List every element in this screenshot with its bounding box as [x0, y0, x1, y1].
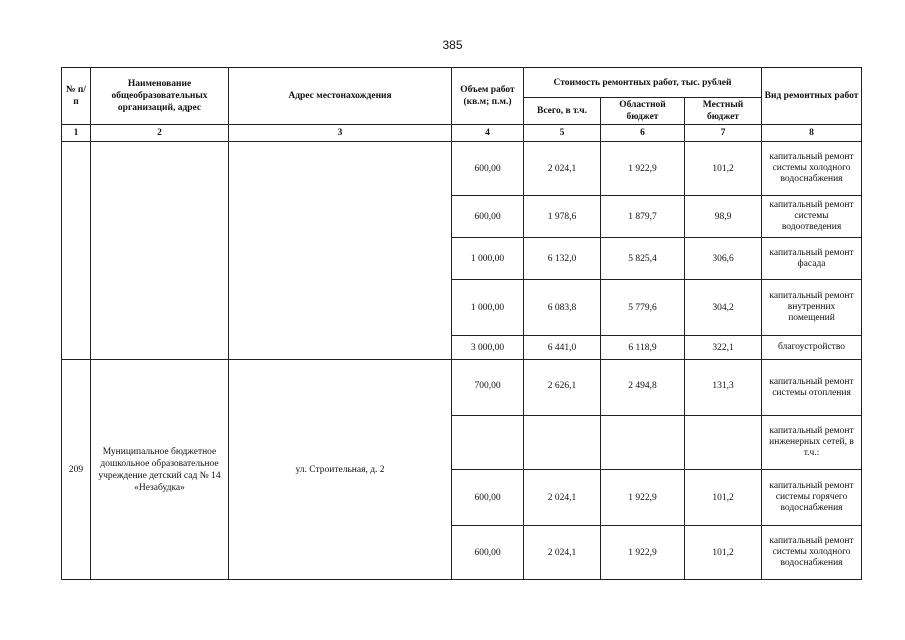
header-work-type: Вид ремонтных работ [762, 68, 862, 125]
cell-regional: 1 922,9 [601, 142, 685, 196]
cell-local: 98,9 [685, 196, 762, 238]
header-address: Адрес местонахождения [229, 68, 452, 125]
cell-total: 2 024,1 [524, 142, 601, 196]
cell-work-type: капитальный ремонт системы водоотведения [762, 196, 862, 238]
cell-regional: 5 825,4 [601, 238, 685, 280]
cell-work-type: капитальный ремонт фасада [762, 238, 862, 280]
cell-regional: 2 494,8 [601, 360, 685, 416]
column-number: 1 [62, 125, 91, 142]
cell-address: ул. Строительная, д. 2 [229, 360, 452, 580]
table-row [62, 142, 862, 196]
header-volume: Объем работ (кв.м; п.м.) [452, 68, 524, 125]
repair-works-table [61, 67, 862, 580]
cell-regional: 1 922,9 [601, 526, 685, 580]
cell-address-empty [229, 142, 452, 360]
cell-local: 101,2 [685, 470, 762, 526]
cell-local: 304,2 [685, 280, 762, 336]
cell-work-type: капитальный ремонт системы холодного водоснабжения [762, 142, 862, 196]
column-numbers-row [62, 125, 862, 142]
column-number: 5 [524, 125, 601, 142]
cell-total: 6 132,0 [524, 238, 601, 280]
cell-total: 2 024,1 [524, 470, 601, 526]
cell-local: 322,1 [685, 336, 762, 360]
cell-total: 6 083,8 [524, 280, 601, 336]
cell-regional: 1 922,9 [601, 470, 685, 526]
cell-local: 306,6 [685, 238, 762, 280]
header-num: № п/п [62, 68, 91, 125]
header-regional: Областной бюджет [601, 98, 685, 125]
cell-work-type: капитальный ремонт инженерных сетей, в т.ч.: [762, 416, 862, 470]
cell-regional: 6 118,9 [601, 336, 685, 360]
cell-volume: 1 000,00 [452, 238, 524, 280]
cell-total: 1 978,6 [524, 196, 601, 238]
cell-local: 101,2 [685, 142, 762, 196]
cell-volume: 700,00 [452, 360, 524, 416]
cell-regional: 1 879,7 [601, 196, 685, 238]
header-total: Всего, в т.ч. [524, 98, 601, 125]
cell-regional [601, 416, 685, 470]
cell-volume: 1 000,00 [452, 280, 524, 336]
cell-total [524, 416, 601, 470]
cell-work-type: благоустройство [762, 336, 862, 360]
cell-num: 209 [62, 360, 91, 580]
cell-work-type: капитальный ремонт системы отопления [762, 360, 862, 416]
cell-local [685, 416, 762, 470]
cell-work-type: капитальный ремонт системы горячего водоснабжения [762, 470, 862, 526]
cell-volume [452, 416, 524, 470]
cell-regional: 5 779,6 [601, 280, 685, 336]
column-number: 3 [229, 125, 452, 142]
cell-volume: 3 000,00 [452, 336, 524, 360]
column-number: 6 [601, 125, 685, 142]
cell-volume: 600,00 [452, 526, 524, 580]
cell-total: 6 441,0 [524, 336, 601, 360]
cell-work-type: капитальный ремонт внутренних помещений [762, 280, 862, 336]
header-org-name: Наименование общеобразовательных организаций, адрес [91, 68, 229, 125]
page-number: 385 [442, 38, 463, 52]
header-row [62, 68, 862, 98]
header-cost: Стоимость ремонтных работ, тыс. рублей [524, 68, 762, 98]
column-number: 7 [685, 125, 762, 142]
column-number: 4 [452, 125, 524, 142]
column-number: 2 [91, 125, 229, 142]
cell-volume: 600,00 [452, 196, 524, 238]
cell-local: 101,2 [685, 526, 762, 580]
cell-org-name-empty [91, 142, 229, 360]
cell-org-name: Муниципальное бюджетное дошкольное образовательное учреждение детский сад № 14 «Незабудка» [91, 360, 229, 580]
cell-volume: 600,00 [452, 470, 524, 526]
cell-total: 2 024,1 [524, 526, 601, 580]
cell-volume: 600,00 [452, 142, 524, 196]
cell-work-type: капитальный ремонт системы холодного водоснабжения [762, 526, 862, 580]
header-local: Местный бюджет [685, 98, 762, 125]
cell-num-empty [62, 142, 91, 360]
table-row [62, 360, 862, 416]
cell-local: 131,3 [685, 360, 762, 416]
cell-total: 2 626,1 [524, 360, 601, 416]
column-number: 8 [762, 125, 862, 142]
